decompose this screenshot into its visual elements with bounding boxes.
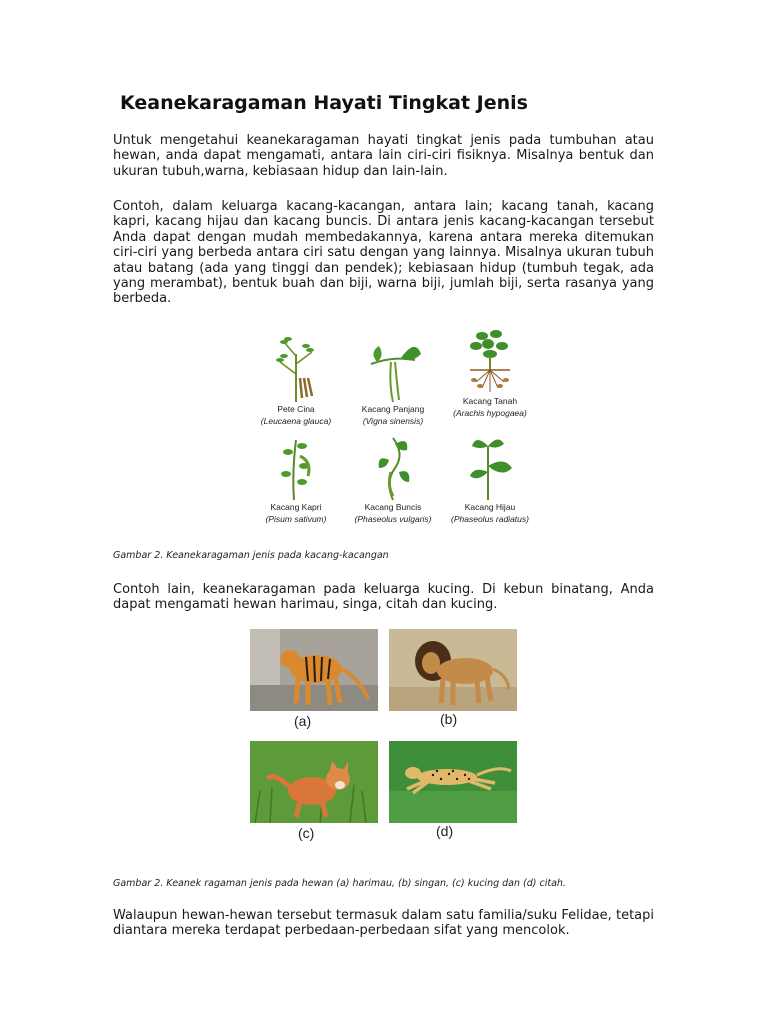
plant-name: Pete Cina: [277, 404, 315, 414]
plant-name: Kacang Tanah: [462, 396, 518, 406]
kitten-photo: [250, 741, 378, 823]
plant-latin-name: (Phaseolus radiatus): [451, 514, 529, 524]
plant-name: Kacang Kapri: [270, 502, 322, 512]
plant-kacang-hijau: [442, 432, 538, 532]
plant-kacang-buncis: [345, 432, 441, 532]
paragraph-felidae: Walaupun hewan-hewan tersebut termasuk dalam satu familia/suku Felidae, tetapi diantara mereka terdapat perbedaan-perbedaan sifat yang mencolok.: [113, 908, 654, 939]
tiger-photo: [250, 629, 378, 711]
plant-name: Kacang Buncis: [364, 502, 422, 512]
photo-label-c: (c): [298, 825, 315, 841]
paragraph-kacang: Contoh, dalam keluarga kacang-kacangan, antara lain; kacang tanah, kacang kapri, kacang hijau dan kacang buncis. Di antara jenis kacang-kacangan tersebut Anda dapat dengan mudah membedakannya, karena antara mereka ditemukan ciri-ciri yang berbeda antara ciri satu dengan yang lainnya. Misalnya ukuran tubuh atau batang (ada yang tinggi dan pendek); kebiasaan hidup (tumbuh tegak, ada yang merambat), bentuk buah dan biji, warna biji, jumlah biji, serta rasanya yang berbeda.: [113, 199, 654, 307]
plant-kacang-kapri: [248, 432, 344, 532]
plant-name: Kacang Hijau: [464, 502, 516, 512]
pisum-plant-icon: [266, 432, 326, 502]
caption-figure-plants: Gambar 2. Keanekaragaman jenis pada kacang-kacangan: [113, 550, 389, 561]
plant-latin-name: (Arachis hypogaea): [453, 408, 527, 418]
phaseolus-radiatus-plant-icon: [460, 432, 520, 502]
plant-latin-name: (Pisum sativum): [265, 514, 327, 524]
plant-pete-cina: [248, 334, 344, 434]
phaseolus-vulgaris-plant-icon: [363, 432, 423, 502]
plant-kacang-panjang: [345, 334, 441, 434]
plant-kacang-tanah: [442, 326, 538, 426]
vigna-plant-icon: [363, 334, 423, 404]
arachis-plant-icon: [460, 326, 520, 396]
plant-name: Kacang Panjang: [361, 404, 425, 414]
photo-label-a: (a): [294, 713, 312, 729]
cheetah-photo: [389, 741, 517, 823]
paragraph-intro: Untuk mengetahui keanekaragaman hayati tingkat jenis pada tumbuhan atau hewan, anda dapat mengamati, antara lain ciri-ciri fisiknya. Misalnya bentuk dan ukuran tubuh,warna, kebiasaan hidup dan lain-lain.: [113, 133, 654, 179]
caption-figure-animals: Gambar 2. Keanek ragaman jenis pada hewan (a) harimau, (b) singan, (c) kucing dan (d) citah.: [113, 878, 566, 889]
page-title: Keanekaragaman Hayati Tingkat Jenis: [120, 92, 528, 114]
leucaena-plant-icon: [266, 334, 326, 404]
paragraph-kucing: Contoh lain, keanekaragaman pada keluarga kucing. Di kebun binatang, Anda dapat mengamati hewan harimau, singa, citah dan kucing.: [113, 582, 654, 613]
photo-label-b: (b): [440, 711, 458, 727]
plant-latin-name: (Phaseolus vulgaris): [354, 514, 432, 524]
plant-latin-name: (Leucaena glauca): [260, 416, 332, 426]
plant-latin-name: (Vigna sinensis): [362, 416, 424, 426]
figure-kacang-kacangan: [248, 326, 538, 534]
photo-label-d: (d): [436, 823, 454, 839]
lion-photo: [389, 629, 517, 711]
